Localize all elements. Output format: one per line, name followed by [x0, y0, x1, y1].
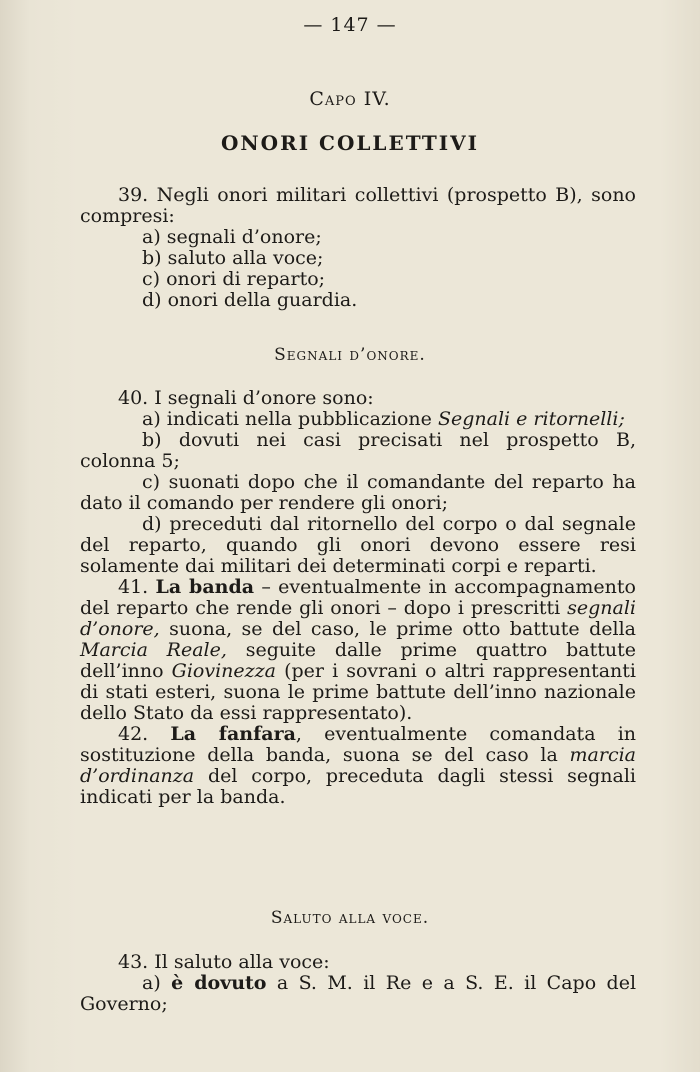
article-39-intro: 39. Negli onori militari collettivi (prospetto B), sono compresi:: [80, 184, 636, 227]
article-41-number: 41.: [118, 576, 156, 598]
article-39-item-b: b) saluto alla voce;: [142, 247, 324, 269]
article-41-italic-1: segnali d’onore,: [80, 597, 636, 640]
article-43: [80, 952, 636, 1015]
article-40: [80, 388, 636, 808]
article-41-text-2: suona, se del caso, le prime otto battute della: [159, 618, 636, 640]
article-42: [80, 724, 636, 808]
publication-title: Segnali e ritornelli;: [437, 408, 625, 430]
article-41-italic-3: Giovinezza: [171, 660, 277, 682]
article-43-item-a: [80, 973, 636, 1015]
article-39-item-d: d) onori della guardia.: [142, 289, 358, 311]
article-43-intro: 43. Il saluto alla voce:: [118, 951, 330, 973]
article-42-subject: La fanfara: [170, 723, 296, 745]
article-41-subject: La banda: [155, 576, 255, 598]
article-41-italic-2: Marcia Reale,: [80, 639, 227, 661]
article-42-text-2: del corpo, preceduta dagli stessi segnali indicati per la banda.: [80, 765, 636, 808]
article-39-item-c: c) onori di reparto;: [142, 268, 326, 290]
article-40-item-a-text: a) indicati nella pubblicazione: [142, 408, 438, 430]
section-heading-saluto: Saluto alla voce.: [270, 908, 430, 928]
article-42-italic-1: marcia d’ordinanza: [80, 744, 636, 787]
chapter-title: ONORI COLLETTIVI: [220, 131, 480, 155]
article-41: [80, 577, 636, 724]
article-41-text-1: – eventualmente in accompagnamento del reparto che rende gli onori – dopo i prescritti: [80, 576, 636, 619]
article-39-item-a: a) segnali d’onore;: [142, 226, 322, 248]
article-43-item-a-label: a): [142, 972, 172, 994]
article-43-item-a-text: a S. M. il Re e a S. E. il Capo del Governo;: [80, 972, 637, 1015]
article-40-intro: 40. I segnali d’onore sono:: [118, 387, 374, 409]
article-42-text-1: , eventualmente comandata in sostituzione della banda, suona se del caso la: [80, 723, 637, 766]
article-40-item-d: d) preceduti dal ritornello del corpo o dal segnale del reparto, quando gli onori devono essere resi solamente dai militari dei determinati corpi e reparti.: [80, 513, 636, 577]
article-42-number: 42.: [118, 723, 171, 745]
chapter-heading: Capo IV.: [309, 88, 391, 110]
page-number: — 147 —: [303, 14, 397, 36]
section-heading-segnali: Segnali d’onore.: [274, 345, 426, 365]
article-41-text-4: (per i sovrani o altri rappresentanti di stati esteri, suona le prime battute dell’inno nazionale dello Stato da essi rappresentato).: [80, 660, 636, 724]
article-41-text-3: seguite dalle prime quattro battute dell’inno: [80, 639, 636, 682]
article-40-item-c: c) suonati dopo che il comandante del reparto ha dato il comando per rendere gli onori;: [80, 471, 636, 514]
article-40-item-a: [80, 409, 636, 430]
article-43-item-a-bold: è dovuto: [171, 972, 267, 994]
article-39: [80, 185, 636, 311]
article-40-item-b: b) dovuti nei casi precisati nel prospetto B, colonna 5;: [80, 429, 636, 472]
